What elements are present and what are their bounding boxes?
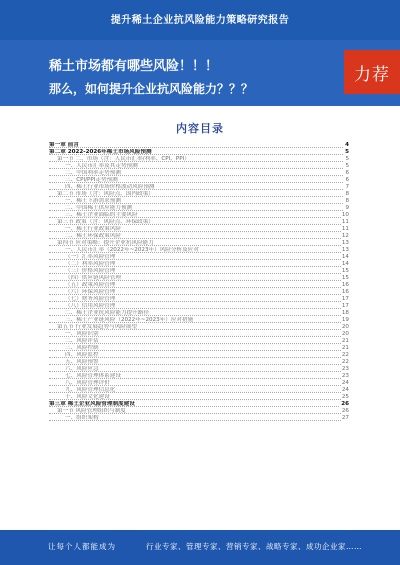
toc-page-number: 16	[341, 282, 349, 288]
toc-entry[interactable]	[49, 282, 349, 289]
toc-page-number: 16	[341, 289, 349, 295]
toc-page-number: 18	[341, 310, 349, 316]
toc-page-number: 13	[341, 240, 349, 246]
toc-entry-text: 二、稀土环保政策风险	[65, 233, 121, 239]
toc-entry-text: 一、稀土下游需求预测	[65, 198, 121, 204]
toc-entry[interactable]	[49, 240, 349, 247]
toc-entry[interactable]	[49, 373, 349, 380]
toc-entry-text: 二、中国利率走势预测	[65, 170, 121, 176]
toc-entry[interactable]	[49, 247, 349, 254]
toc-entry-text: （八）信用风险管理	[65, 303, 116, 309]
toc-page-number: 5	[345, 163, 349, 169]
toc-entry-text: 五、风险预警	[65, 359, 99, 365]
toc-entry[interactable]	[49, 212, 349, 219]
toc-page-number: 27	[341, 415, 349, 421]
toc-page-number: 25	[341, 394, 349, 400]
toc-page-number: 15	[341, 268, 349, 274]
toc-page-number: 20	[341, 331, 349, 337]
toc-entry[interactable]	[49, 149, 349, 156]
toc-entry-text: 一、人民币汇率及其走势预测	[65, 163, 138, 169]
toc-page-number: 8	[345, 198, 349, 204]
toc-entry[interactable]	[49, 380, 349, 387]
toc-entry[interactable]	[49, 170, 349, 177]
toc-page-number: 11	[341, 226, 349, 232]
toc-entry[interactable]	[49, 198, 349, 205]
toc-page-number: 15	[341, 275, 349, 281]
toc-entry-text: （六）环保风险管理	[65, 289, 116, 295]
toc-entry-text: 三、稀土企业面临的主要风险	[65, 212, 138, 218]
toc-entry[interactable]	[49, 401, 349, 408]
toc-entry-text: 一、人民币汇率（2022年~2023年）风险分析及应对	[65, 247, 199, 253]
toc-entry[interactable]	[49, 324, 349, 331]
table-of-contents	[49, 142, 349, 422]
toc-entry-text: 一、风险识别	[65, 331, 99, 337]
toc-entry-text: 二、稀土企业抗风险能力提升路径	[65, 310, 149, 316]
toc-entry-text: （五）政策风险管理	[65, 282, 116, 288]
toc-entry[interactable]	[49, 191, 349, 198]
toc-title: 内容目录	[176, 122, 224, 135]
toc-entry-text: 二、风险评估	[65, 338, 99, 344]
toc-page-number: 6	[345, 170, 349, 176]
toc-entry-text: 四、稀土行业市场价格波动风险预测	[65, 184, 155, 190]
toc-entry[interactable]	[49, 345, 349, 352]
banner-headline: 稀土市场都有哪些风险！！！	[49, 59, 219, 74]
toc-entry-text: 七、风险管理体系建设	[65, 373, 121, 379]
toc-entry[interactable]	[49, 219, 349, 226]
toc-entry-text: 八、风险管理评价	[65, 380, 110, 386]
toc-page-number: 21	[341, 345, 349, 351]
toc-page-number: 20	[341, 324, 349, 330]
toc-entry[interactable]	[49, 261, 349, 268]
toc-entry[interactable]	[49, 268, 349, 275]
toc-page-number: 26	[341, 401, 349, 407]
toc-entry-text: 第五节 行业发展趋势与风险展望	[57, 324, 138, 330]
toc-entry[interactable]	[49, 226, 349, 233]
toc-entry[interactable]	[49, 184, 349, 191]
footer-slogan: 让每个人都能成为	[48, 542, 116, 551]
toc-entry[interactable]	[49, 408, 349, 415]
toc-entry-text: （三）价格风险管理	[65, 268, 116, 274]
toc-entry[interactable]	[49, 366, 349, 373]
footer-roles: 行业专家、管理专家、营销专家、战略专家、成功企业家……	[146, 542, 362, 551]
toc-entry[interactable]	[49, 275, 349, 282]
toc-entry[interactable]	[49, 317, 349, 324]
toc-entry-text: （七）财务风险管理	[65, 296, 116, 302]
header-bar	[0, 0, 400, 40]
toc-page-number: 6	[345, 177, 349, 183]
toc-entry-text: 第二节 市场（含：风险点、国内政策）	[57, 191, 154, 197]
toc-page-number: 23	[341, 366, 349, 372]
toc-entry[interactable]	[49, 359, 349, 366]
toc-entry[interactable]	[49, 233, 349, 240]
toc-entry[interactable]	[49, 310, 349, 317]
toc-page-number: 22	[341, 359, 349, 365]
toc-entry-text: 一、组织架构	[65, 415, 99, 421]
toc-entry[interactable]	[49, 331, 349, 338]
toc-entry-text: 三、风险控制	[65, 345, 99, 351]
toc-page-number: 14	[341, 254, 349, 260]
toc-page-number: 22	[341, 352, 349, 358]
toc-entry[interactable]	[49, 415, 349, 422]
toc-page-number: 8	[345, 191, 349, 197]
toc-page-number: 5	[345, 156, 349, 162]
toc-page-number: 26	[341, 408, 349, 414]
toc-entry[interactable]	[49, 142, 349, 149]
toc-entry[interactable]	[49, 303, 349, 310]
toc-entry-text: 四、风险监控	[65, 352, 99, 358]
toc-page-number: 17	[341, 303, 349, 309]
toc-entry[interactable]	[49, 338, 349, 345]
toc-entry-text: 二、中国稀土供应能力预测	[65, 205, 133, 211]
toc-entry-text: （四）供应链风险管理	[65, 275, 121, 281]
toc-entry[interactable]	[49, 387, 349, 394]
toc-page-number: 23	[341, 373, 349, 379]
toc-entry[interactable]	[49, 156, 349, 163]
toc-entry-text: （一）汇率风险管理	[65, 254, 116, 260]
toc-entry[interactable]	[49, 289, 349, 296]
toc-page-number: 9	[345, 205, 349, 211]
report-title: 提升稀土企业抗风险能力策略研究报告	[110, 15, 290, 26]
toc-page-number: 24	[341, 380, 349, 386]
toc-page-number: 4	[345, 142, 349, 148]
toc-entry-text: 第一章 前言	[49, 142, 79, 148]
recommend-stamp: 力荐	[344, 50, 400, 94]
toc-entry[interactable]	[49, 205, 349, 212]
toc-entry-text: 第一节 二、市场（含：人民币汇率/利率、CPI、PPI）	[57, 156, 190, 162]
toc-entry[interactable]	[49, 254, 349, 261]
toc-entry-text: （二）利率风险管理	[65, 261, 116, 267]
toc-page-number: 14	[341, 261, 349, 267]
toc-entry-text: 第四节 应对策略：提升企业抗风险能力	[57, 240, 154, 246]
toc-entry-text: 九、风险管理信息化	[65, 387, 116, 393]
toc-entry-text: 一、稀土行业政策风险	[65, 226, 121, 232]
toc-entry[interactable]	[49, 163, 349, 170]
toc-entry-text: 十、风险文化建设	[65, 394, 110, 400]
toc-entry[interactable]	[49, 296, 349, 303]
toc-page-number: 19	[341, 317, 349, 323]
toc-entry[interactable]	[49, 352, 349, 359]
toc-page-number: 11	[341, 219, 349, 225]
toc-page-number: 13	[341, 247, 349, 253]
toc-page-number: 7	[345, 184, 349, 190]
toc-entry-text: 第三章 稀土企业风险管理制度建设	[49, 401, 135, 407]
toc-entry-text: 第二章 2022-2026年稀土市场风险预测	[49, 149, 152, 155]
toc-entry-text: 第三节 政策（含：风险点、环保政策）	[57, 219, 154, 225]
toc-entry-text: 三、稀土产业链风险（2022年~2023年）应对措施	[65, 317, 194, 323]
toc-entry-text: 三、CPI/PPI走势预测	[65, 177, 118, 183]
toc-page-number: 5	[345, 149, 349, 155]
toc-entry[interactable]	[49, 394, 349, 401]
toc-page-number: 24	[341, 387, 349, 393]
toc-leader-dots	[49, 147, 343, 148]
toc-page-number: 10	[341, 212, 349, 218]
toc-entry[interactable]	[49, 177, 349, 184]
toc-page-number: 12	[341, 233, 349, 239]
toc-entry-text: 第一节 风险管理组织与制度	[57, 408, 126, 414]
toc-page-number: 21	[341, 338, 349, 344]
banner-subheadline: 那么，如何提升企业抗风险能力？？？	[49, 82, 254, 96]
toc-page-number: 17	[341, 296, 349, 302]
toc-entry-text: 六、风险应急	[65, 366, 99, 372]
